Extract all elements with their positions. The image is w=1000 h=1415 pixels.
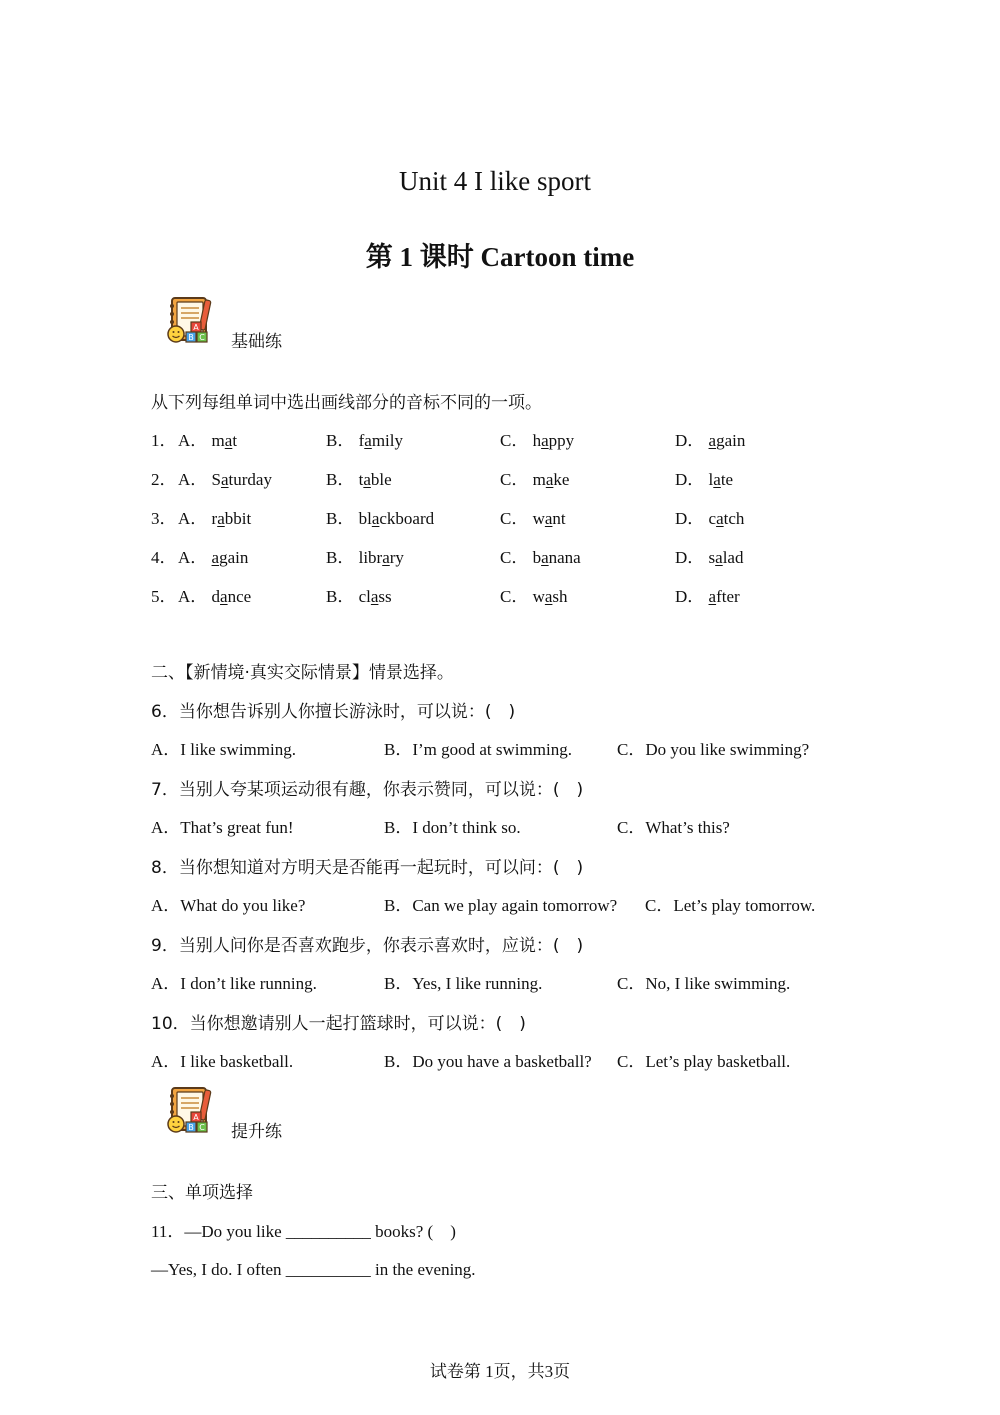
underlined-letter: a [708, 587, 717, 606]
question-number: 1． [151, 431, 177, 450]
underlined-letter: a [541, 431, 549, 450]
underlined-letter: a [544, 509, 553, 528]
svg-text:B: B [188, 333, 194, 342]
phonics-question-row [151, 469, 851, 491]
part1-instruction: 从下列每组单词中选出画线部分的音标不同的一项。 [151, 393, 542, 413]
situation-options-row [151, 1051, 851, 1073]
situation-option: B．Yes, I like running. [384, 974, 543, 993]
underlined-letter: a [220, 587, 228, 606]
situation-option: B．I don’t think so. [384, 818, 521, 837]
situation-option: B．Can we play again tomorrow? [384, 896, 618, 915]
phonics-option: D． salad [675, 548, 744, 567]
underlined-letter: a [217, 509, 225, 528]
situation-options-row [151, 739, 851, 761]
phonics-option: B． table [326, 470, 392, 489]
situation-option: C．Do you like swimming? [617, 740, 810, 759]
underlined-letter: a [544, 587, 553, 606]
situation-question-stem: 10．当你想邀请别人一起打篮球时，可以说：( ) [151, 1014, 526, 1034]
page-title: Unit 4 I like sport [399, 166, 591, 196]
section-label-basic: 基础练 [231, 332, 282, 352]
underlined-letter: a [221, 470, 229, 489]
phonics-option: C． banana [500, 548, 581, 567]
phonics-option: A． mat [178, 431, 238, 450]
underlined-letter: a [713, 470, 721, 489]
situation-option: C．Let’s play basketball. [617, 1052, 791, 1071]
question-number: 2． [151, 470, 177, 489]
phonics-option: A． again [178, 548, 249, 567]
phonics-question-row [151, 547, 851, 569]
svg-text:B: B [188, 1123, 194, 1132]
phonics-option: C． want [500, 509, 566, 528]
question-11-line1: 11．—Do you like __________ books? ( ) [151, 1222, 456, 1241]
phonics-option: A． dance [178, 587, 252, 606]
phonics-option: C． happy [500, 431, 575, 450]
underlined-letter: a [364, 431, 372, 450]
phonics-option: C． wash [500, 587, 568, 606]
page-footer: 试卷第 1页，共3页 [429, 1362, 571, 1381]
phonics-option: B． blackboard [326, 509, 435, 528]
phonics-option: D． after [675, 587, 740, 606]
underlined-letter: a [211, 548, 220, 567]
situation-question-stem: 9．当别人问你是否喜欢跑步，你表示喜欢时，应说：( ) [151, 936, 584, 956]
underlined-letter: a [708, 431, 717, 450]
phonics-option: A． Saturday [178, 470, 272, 489]
svg-text:C: C [199, 1123, 205, 1132]
situation-option: C．What’s this? [617, 818, 730, 837]
situation-option: A．What do you like? [151, 896, 306, 915]
phonics-question-row [151, 586, 851, 608]
phonics-option: B． library [326, 548, 404, 567]
situation-options-row [151, 817, 851, 839]
phonics-option: D． late [675, 470, 734, 489]
situation-question-stem: 6．当你想告诉别人你擅长游泳时，可以说：( ) [151, 702, 516, 722]
part2-heading: 二、【新情境·真实交际情景】情景选择。 [151, 663, 454, 683]
phonics-option: B． class [326, 587, 392, 606]
situation-option: A．I like basketball. [151, 1052, 294, 1071]
question-number: 5． [151, 587, 177, 606]
phonics-option: D． catch [675, 509, 745, 528]
underlined-letter: a [382, 548, 390, 567]
underlined-letter: a [224, 431, 233, 450]
situation-option: A．That’s great fun! [151, 818, 294, 837]
situation-option: A．I like swimming. [151, 740, 296, 759]
phonics-option: D． again [675, 431, 746, 450]
lesson-subtitle: 第 1 课时 Cartoon time [365, 242, 635, 272]
phonics-question-row [151, 430, 851, 452]
situation-option: A．I don’t like running. [151, 974, 317, 993]
phonics-option: A． rabbit [178, 509, 252, 528]
situation-option: C．Let’s play tomorrow. [645, 896, 816, 915]
svg-text:C: C [199, 333, 205, 342]
part3-heading: 三、单项选择 [151, 1183, 253, 1203]
underlined-letter: a [370, 587, 379, 606]
phonics-question-row [151, 508, 851, 530]
underlined-letter: a [541, 548, 549, 567]
situation-options-row [151, 895, 851, 917]
underlined-letter: a [716, 509, 724, 528]
svg-text:A: A [193, 323, 199, 332]
phonics-option: C． make [500, 470, 570, 489]
underlined-letter: a [715, 548, 723, 567]
underlined-letter: a [363, 470, 371, 489]
situation-question-stem: 8．当你想知道对方明天是否能再一起玩时，可以问：( ) [151, 858, 584, 878]
question-11-line2: —Yes, I do. I often __________ in the evening. [151, 1260, 476, 1279]
underlined-letter: a [371, 509, 380, 528]
situation-option: B．I’m good at swimming. [384, 740, 572, 759]
phonics-option: B． family [326, 431, 403, 450]
question-number: 4． [151, 548, 177, 567]
section-label-advanced: 提升练 [231, 1122, 282, 1142]
situation-options-row [151, 973, 851, 995]
question-number: 3． [151, 509, 177, 528]
underlined-letter: a [545, 470, 554, 489]
situation-option: C．No, I like swimming. [617, 974, 791, 993]
situation-question-stem: 7．当别人夸某项运动很有趣，你表示赞同，可以说：( ) [151, 780, 584, 800]
notebook-abc-blocks-icon [166, 1086, 216, 1136]
svg-text:A: A [193, 1113, 199, 1122]
situation-option: B．Do you have a basketball? [384, 1052, 592, 1071]
notebook-abc-blocks-icon [166, 296, 216, 346]
